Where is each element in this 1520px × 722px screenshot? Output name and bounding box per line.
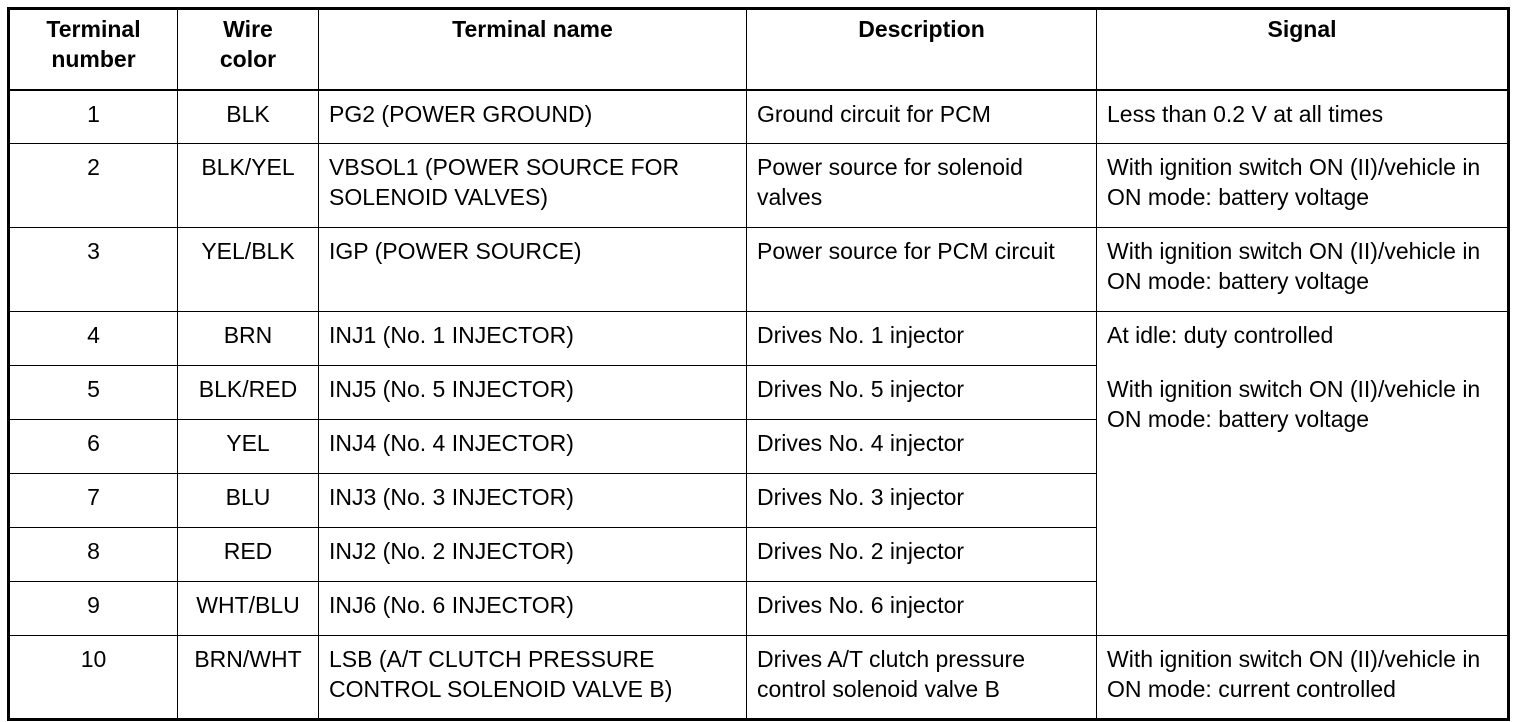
signal-cell: With ignition switch ON (II)/vehicle in ON mode: battery voltage xyxy=(1097,228,1509,312)
terminal-number-cell: 1 xyxy=(9,90,178,144)
description-cell: Drives No. 5 injector xyxy=(747,366,1097,420)
terminal-number-cell: 3 xyxy=(9,228,178,312)
terminal-name-cell: PG2 (POWER GROUND) xyxy=(319,90,747,144)
injector-signal-cell xyxy=(1097,312,1509,636)
description-cell: Drives No. 4 injector xyxy=(747,420,1097,474)
wire-color-cell: WHT/BLU xyxy=(178,582,319,636)
description-cell: Drives No. 1 injector xyxy=(747,312,1097,366)
header-signal: Signal xyxy=(1097,9,1509,90)
terminal-table xyxy=(7,7,1510,721)
injector-signal-idle: At idle: duty controlled xyxy=(1107,322,1334,348)
wire-color-cell: BLK/RED xyxy=(178,366,319,420)
terminal-name-cell: INJ3 (No. 3 INJECTOR) xyxy=(319,474,747,528)
wire-color-cell: YEL xyxy=(178,420,319,474)
terminal-name-cell: INJ5 (No. 5 INJECTOR) xyxy=(319,366,747,420)
description-cell: Drives A/T clutch pressure control solenoid valve B xyxy=(747,636,1097,720)
terminal-number-cell: 6 xyxy=(9,420,178,474)
terminal-name-cell: INJ6 (No. 6 INJECTOR) xyxy=(319,582,747,636)
header-wire-color: Wire color xyxy=(178,9,319,90)
wire-color-cell: BLU xyxy=(178,474,319,528)
terminal-name-cell: INJ4 (No. 4 INJECTOR) xyxy=(319,420,747,474)
terminal-name-cell: LSB (A/T CLUTCH PRESSURE CONTROL SOLENOID VALVE B) xyxy=(319,636,747,720)
table-row xyxy=(9,636,1509,720)
terminal-name-cell: IGP (POWER SOURCE) xyxy=(319,228,747,312)
terminal-number-cell: 7 xyxy=(9,474,178,528)
terminal-number-cell: 8 xyxy=(9,528,178,582)
wire-color-cell: BLK xyxy=(178,90,319,144)
wire-color-cell: BRN/WHT xyxy=(178,636,319,720)
description-cell: Drives No. 6 injector xyxy=(747,582,1097,636)
wire-color-cell: BLK/YEL xyxy=(178,144,319,228)
terminal-name-cell: INJ2 (No. 2 INJECTOR) xyxy=(319,528,747,582)
signal-cell: With ignition switch ON (II)/vehicle in ON mode: current controlled xyxy=(1097,636,1509,720)
terminal-name-cell: INJ1 (No. 1 INJECTOR) xyxy=(319,312,747,366)
signal-cell: With ignition switch ON (II)/vehicle in ON mode: battery voltage xyxy=(1097,144,1509,228)
description-cell: Drives No. 3 injector xyxy=(747,474,1097,528)
header-description: Description xyxy=(747,9,1097,90)
header-terminal-number: Terminal number xyxy=(9,9,178,90)
wire-color-cell: RED xyxy=(178,528,319,582)
wire-color-cell: YEL/BLK xyxy=(178,228,319,312)
header-terminal-name: Terminal name xyxy=(319,9,747,90)
terminal-name-cell: VBSOL1 (POWER SOURCE FOR SOLENOID VALVES) xyxy=(319,144,747,228)
signal-cell: Less than 0.2 V at all times xyxy=(1097,90,1509,144)
terminal-number-cell: 10 xyxy=(9,636,178,720)
description-cell: Ground circuit for PCM xyxy=(747,90,1097,144)
terminal-number-cell: 4 xyxy=(9,312,178,366)
terminal-number-cell: 9 xyxy=(9,582,178,636)
table-row xyxy=(9,90,1509,144)
description-cell: Drives No. 2 injector xyxy=(747,528,1097,582)
table-row xyxy=(9,228,1509,312)
description-cell: Power source for PCM circuit xyxy=(747,228,1097,312)
header-row xyxy=(9,9,1509,90)
table-row xyxy=(9,144,1509,228)
wire-color-cell: BRN xyxy=(178,312,319,366)
injector-signal-ignition: With ignition switch ON (II)/vehicle in ON mode: battery voltage xyxy=(1107,376,1481,432)
terminal-number-cell: 5 xyxy=(9,366,178,420)
table-row xyxy=(9,312,1509,366)
terminal-number-cell: 2 xyxy=(9,144,178,228)
description-cell: Power source for solenoid valves xyxy=(747,144,1097,228)
